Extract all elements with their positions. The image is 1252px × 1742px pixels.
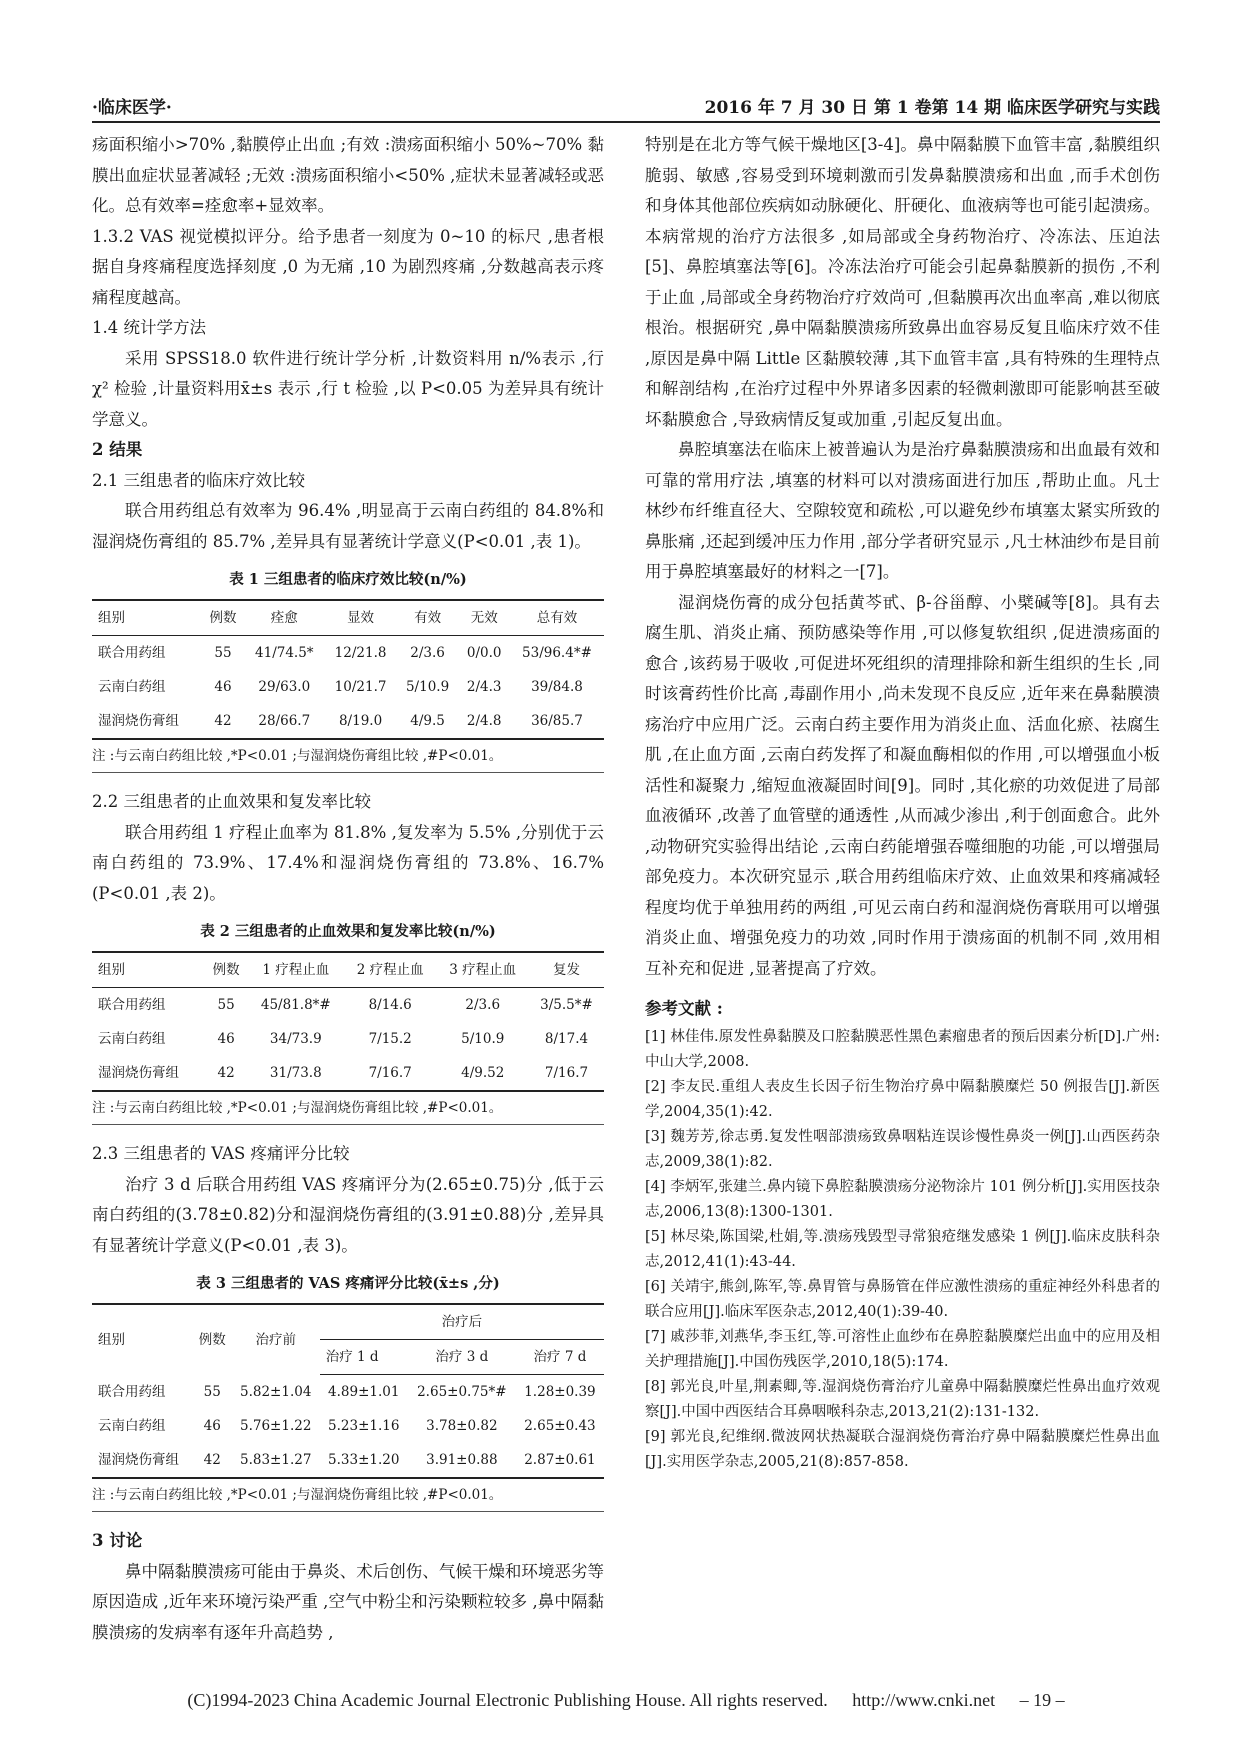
table-cell: 36/85.7 — [510, 704, 604, 739]
table-cell: 55 — [203, 1383, 221, 1400]
table-cell: 7/15.2 — [368, 1031, 412, 1047]
paragraph: 联合用药组总有效率为 96.4% ,明显高于云南白药组的 84.8%和湿润烧伤膏组的 85.7% ,差异具有显著统计学意义(P<0.01 ,表 1)。 — [92, 501, 604, 551]
journal-info: 2016 年 7 月 30 日 第 1 卷第 14 期 临床医学研究与实践 — [704, 98, 1160, 118]
reference-item: [6] 关靖宇,熊剑,陈军,等.鼻胃管与鼻肠管在伴应激性溃疡的重症神经外科患者的联合应用[J].临床军医杂志,2012,40(1):39-40. — [645, 1278, 1160, 1320]
table-cell: 3.91±0.88 — [408, 1443, 516, 1478]
reference-item: [4] 李炳军,张建兰.鼻内镜下鼻腔黏膜溃疡分泌物涂片 101 例分析[J].实用医技杂志,2006,13(8):1300-1301. — [645, 1178, 1160, 1220]
table-cell: 2/4.8 — [458, 704, 509, 739]
table-cell: 联合用药组 — [98, 645, 166, 661]
table-cell: 7/16.7 — [529, 1056, 604, 1091]
table-header: 组别 — [92, 952, 204, 988]
table-cell: 5.83±1.27 — [232, 1443, 320, 1478]
table-cell: 12/21.8 — [334, 645, 387, 661]
table-cell: 10/21.7 — [334, 679, 387, 695]
table-cell: 8/17.4 — [544, 1031, 589, 1047]
table-row — [92, 1409, 604, 1443]
reference-item: [3] 魏芳芳,徐志勇.复发性咽部溃疡致鼻咽粘连误诊慢性鼻炎一例[J].山西医药杂志,2009,38(1):82. — [645, 1128, 1160, 1170]
section-label: ·临床医学· — [92, 98, 172, 118]
table-row — [92, 1375, 604, 1410]
table-cell: 28/66.7 — [244, 704, 324, 739]
table-caption: 表 2 三组患者的止血效果和复发率比较(n/%) — [200, 923, 496, 940]
table-cell: 2.65±0.75*# — [417, 1384, 507, 1400]
table-cell: 4.89±1.01 — [328, 1384, 400, 1400]
table-cell: 湿润烧伤膏组 — [92, 1056, 204, 1091]
table-cell: 46 — [217, 1031, 235, 1047]
reference-item: [5] 林尽染,陈国梁,杜娟,等.溃疡残毁型寻常狼疮继发感染 1 例[J].临床皮肤科杂志,2012,41(1):43-44. — [645, 1228, 1160, 1270]
table-cell: 湿润烧伤膏组 — [92, 704, 202, 739]
copyright-text: (C)1994-2023 China Academic Journal Electronic Publishing House. All rights reserved. — [187, 1690, 828, 1710]
table-row — [92, 1022, 604, 1056]
table-cell: 55 — [217, 997, 235, 1013]
table-row — [92, 670, 604, 704]
table-cell: 29/63.0 — [258, 679, 311, 695]
table-cell: 3/5.5*# — [540, 997, 593, 1013]
table-cell: 4/9.5 — [397, 704, 459, 739]
table-header: 治疗前 — [232, 1304, 320, 1375]
section-heading: 2.2 三组患者的止血效果和复发率比较 — [92, 792, 371, 811]
paragraph: 联合用药组 1 疗程止血率为 81.8% ,复发率为 5.5% ,分别优于云南白药组的 73.9%、17.4%和湿润烧伤膏组的 73.8%、16.7%(P<0.01 ,表 2)。 — [92, 822, 604, 903]
table-header: 痊愈 — [244, 600, 324, 636]
section-heading: 2.3 三组患者的 VAS 疼痛评分比较 — [92, 1144, 350, 1163]
table-note: 注 :与云南白药组比较 ,*P<0.01 ;与湿润烧伤膏组比较 ,#P<0.01。 — [92, 1485, 604, 1512]
table-row — [92, 704, 604, 739]
table-header: 1 疗程止血 — [248, 952, 344, 988]
table-header: 例数 — [193, 1304, 232, 1375]
paragraph: 1.3.2 VAS 视觉模拟评分。给予患者一刻度为 0~10 的标尺 ,患者根据自身疼痛程度选择刻度 ,0 为无痛 ,10 为剧烈疼痛 ,分数越高表示疼痛程度越高。 — [92, 226, 604, 307]
table-cell: 湿润烧伤膏组 — [92, 1443, 193, 1478]
left-column — [92, 130, 604, 1648]
table-row — [92, 1056, 604, 1091]
table-header: 无效 — [458, 600, 509, 636]
table-row — [92, 988, 604, 1023]
paragraph: 湿润烧伤膏的成分包括黄芩甙、β-谷甾醇、小檗碱等[8]。具有去腐生肌、消炎止痛、预防感染等作用 ,可以修复软组织 ,促进溃疡面的愈合 ,该药易于吸收 ,可促进坏死组织的清理排除和新生组织的生长 ,同时该膏药性价比高 ,毒副作用小 ,尚未发现不良反应 ,近年来在鼻黏膜溃疡治疗中应用广泛。云南白药主要作用为消炎止血、活血化瘀、祛腐生肌 ,在止血方面 ,云南白药发挥了和凝血酶相似的作用 ,可以增强血小板活性和凝聚力 ,缩短血液凝固时间[9]。同时 ,其化瘀的功效促进了局部血液循环 ,改善了血管壁的通透性 ,从而减少渗出 ,利于创面愈合。此外 ,动物研究实验得出结论 ,云南白药能增强吞噬细胞的功能 ,可以增强局部免疫力。本次研究显示 ,联合用药组临床疗效、止血效果和疼痛减轻程度均优于单独用药的两组 ,可见云南白药和湿润烧伤膏联用可以增强消炎止血、增强免疫力的功效 ,同时作用于溃疡面的机制不同 ,效用相互补充和促进 ,显著提高了疗效。 — [645, 592, 1160, 978]
table-header: 2 疗程止血 — [344, 952, 437, 988]
table-subheader: 治疗 3 d — [408, 1340, 516, 1375]
paragraph: 特别是在北方等气候干燥地区[3-4]。鼻中隔黏膜下血管丰富 ,黏膜组织脆弱、敏感 ,容易受到环境刺激而引发鼻黏膜溃疡和出血 ,而手术创伤和身体其他部位疾病如动脉硬化、肝硬化、血液病等也可能引起溃疡。本病常规的治疗方法很多 ,如局部或全身药物治疗、冷冻法、压迫法[5]、鼻腔填塞法等[6]。冷冻法治疗可能会引起鼻黏膜新的损伤 ,不利于止血 ,局部或全身药物治疗疗效尚可 ,但黏膜再次出血率高 ,难以彻底根治。根据研究 ,鼻中隔黏膜溃疡所致鼻出血容易反复且临床疗效不佳 ,原因是鼻中隔 Little 区黏膜较薄 ,其下血管丰富 ,具有特殊的生理特点和解剖结构 ,在治疗过程中外界诸多因素的轻微刺激即可能影响甚至破坏黏膜愈合 ,导致病情反复或加重 ,引起反复出血。 — [645, 135, 1160, 429]
section-heading: 2 结果 — [92, 440, 143, 459]
table-cell: 云南白药组 — [98, 679, 166, 695]
right-column — [645, 130, 1160, 1475]
table-header: 3 疗程止血 — [436, 952, 529, 988]
paragraph: 采用 SPSS18.0 软件进行统计学分析 ,计数资料用 n/%表示 ,行χ² 检验 ,计量资料用x̄±s 表示 ,行 t 检验 ,以 P<0.05 为差异具有统计学意义。 — [92, 348, 604, 429]
table-cell: 2.87±0.61 — [516, 1443, 604, 1478]
footer-url[interactable]: http://www.cnki.net — [852, 1690, 996, 1710]
table-header: 组别 — [92, 1304, 193, 1375]
page-footer — [0, 1690, 1252, 1711]
table-cell: 云南白药组 — [98, 1031, 166, 1047]
table-cell: 0/0.0 — [466, 645, 502, 661]
table-header: 组别 — [92, 600, 202, 636]
table-cell: 39/84.8 — [531, 679, 583, 695]
table-cell: 云南白药组 — [98, 1418, 166, 1434]
reference-item: [2] 李友民.重组人表皮生长因子衍生物治疗鼻中隔黏膜糜烂 50 例报告[J].新医学,2004,35(1):42. — [645, 1078, 1160, 1120]
table-note: 注 :与云南白药组比较 ,*P<0.01 ;与湿润烧伤膏组比较 ,#P<0.01。 — [92, 746, 604, 773]
table-header: 有效 — [397, 600, 459, 636]
references-title: 参考文献 : — [645, 999, 723, 1018]
table-caption: 表 1 三组患者的临床疗效比较(n/%) — [229, 571, 467, 588]
table-note: 注 :与云南白药组比较 ,*P<0.01 ;与湿润烧伤膏组比较 ,#P<0.01。 — [92, 1098, 604, 1125]
vas-table — [92, 1303, 604, 1479]
table-cell: 42 — [202, 704, 244, 739]
paragraph: 疡面积缩小>70% ,黏膜停止出血 ;有效 :溃疡面积缩小 50%~70% 黏膜出血症状显著减轻 ;无效 :溃疡面积缩小<50% ,症状未显著减轻或恶化。总有效率=痊愈率+显效率。 — [92, 135, 604, 215]
table-header: 例数 — [204, 952, 247, 988]
table-cell: 5.33±1.20 — [320, 1443, 408, 1478]
table-header: 显效 — [324, 600, 396, 636]
table-cell: 5/10.9 — [405, 679, 450, 695]
table-header: 例数 — [202, 600, 244, 636]
paragraph: 治疗 3 d 后联合用药组 VAS 疼痛评分为(2.65±0.75)分 ,低于云南白药组的(3.78±0.82)分和湿润烧伤膏组的(3.91±0.88)分 ,差异具有显著统计学意义(P<0.01 ,表 3)。 — [92, 1174, 604, 1255]
table-cell: 联合用药组 — [98, 997, 166, 1013]
table-cell: 31/73.8 — [248, 1056, 344, 1091]
table-cell: 45/81.8*# — [260, 997, 331, 1013]
table-cell: 4/9.52 — [436, 1056, 529, 1091]
header-rule — [92, 121, 1160, 123]
table-header: 治疗后 — [320, 1304, 604, 1340]
section-heading: 1.4 统计学方法 — [92, 318, 206, 337]
table-cell: 46 — [214, 679, 232, 695]
section-heading: 2.1 三组患者的临床疗效比较 — [92, 470, 305, 490]
table-cell: 42 — [193, 1443, 232, 1478]
table-cell: 5.76±1.22 — [239, 1418, 312, 1434]
paragraph: 鼻腔填塞法在临床上被普遍认为是治疗鼻黏膜溃疡和出血最有效和可靠的常用疗法 ,填塞的材料可以对溃疡面进行加压 ,帮助止血。凡士林纱布纤维直径大、空隙较宽和疏松 ,可以避免纱布填塞太紧实所致的鼻胀痛 ,还起到缓冲压力作用 ,部分学者研究显示 ,凡士林油纱布是目前用于鼻腔填塞最好的材料之一[7]。 — [645, 440, 1160, 581]
table-header: 总有效 — [510, 600, 604, 636]
table-cell: 46 — [203, 1418, 221, 1434]
reference-item: [7] 戚莎菲,刘燕华,李玉红,等.可溶性止血纱布在鼻腔黏膜糜烂出血中的应用及相关护理措施[J].中国伤残医学,2010,18(5):174. — [645, 1328, 1160, 1370]
table-cell: 2/4.3 — [466, 679, 502, 695]
reference-item: [8] 郭光良,叶星,荆素卿,等.湿润烧伤膏治疗儿童鼻中隔黏膜糜烂性鼻出血疗效观察[J].中国中西医结合耳鼻咽喉科杂志,2013,21(2):131-132. — [645, 1378, 1160, 1420]
table-cell: 53/96.4*# — [522, 645, 592, 661]
paragraph: 鼻中隔黏膜溃疡可能由于鼻炎、术后创伤、气候干燥和环境恶劣等原因造成 ,近年来环境污染严重 ,空气中粉尘和污染颗粒较多 ,鼻中隔黏膜溃疡的发病率有逐年升高趋势 , — [92, 1561, 604, 1642]
hemostasis-table — [92, 951, 604, 1092]
table-caption: 表 3 三组患者的 VAS 疼痛评分比较(x̄±s ,分) — [196, 1275, 500, 1292]
table-cell: 55 — [214, 645, 232, 661]
table-cell: 7/16.7 — [344, 1056, 437, 1091]
table-cell: 5.82±1.04 — [239, 1383, 312, 1400]
page-header — [92, 88, 1160, 118]
table-row — [92, 1443, 604, 1478]
reference-item: [9] 郭光良,纪维纲.微波网状热凝联合湿润烧伤膏治疗鼻中隔黏膜糜烂性鼻出血[J].实用医学杂志,2005,21(8):857-858. — [645, 1428, 1160, 1470]
table-cell: 5.23±1.16 — [328, 1418, 400, 1434]
table-cell: 5/10.9 — [461, 1031, 505, 1047]
table-cell: 42 — [204, 1056, 247, 1091]
table-cell: 41/74.5* — [255, 645, 314, 661]
table-cell: 1.28±0.39 — [524, 1384, 596, 1400]
table-header: 复发 — [529, 952, 604, 988]
table-cell: 2/3.6 — [465, 997, 501, 1013]
table-cell: 8/14.6 — [368, 997, 412, 1013]
page-number: – 19 – — [1019, 1690, 1065, 1710]
table-cell: 2.65±0.43 — [524, 1418, 596, 1434]
table-cell: 34/73.9 — [269, 1031, 322, 1047]
efficacy-table — [92, 599, 604, 740]
table-cell: 8/19.0 — [324, 704, 396, 739]
section-heading: 3 讨论 — [92, 1531, 143, 1550]
table-row — [92, 636, 604, 671]
table-cell: 联合用药组 — [98, 1383, 166, 1400]
table-subheader: 治疗 7 d — [516, 1340, 604, 1375]
table-cell: 2/3.6 — [410, 645, 445, 661]
table-subheader: 治疗 1 d — [320, 1340, 408, 1375]
table-cell: 3.78±0.82 — [426, 1418, 498, 1434]
reference-item: [1] 林佳伟.原发性鼻黏膜及口腔黏膜恶性黑色素瘤患者的预后因素分析[D].广州:中山大学,2008. — [645, 1028, 1160, 1070]
